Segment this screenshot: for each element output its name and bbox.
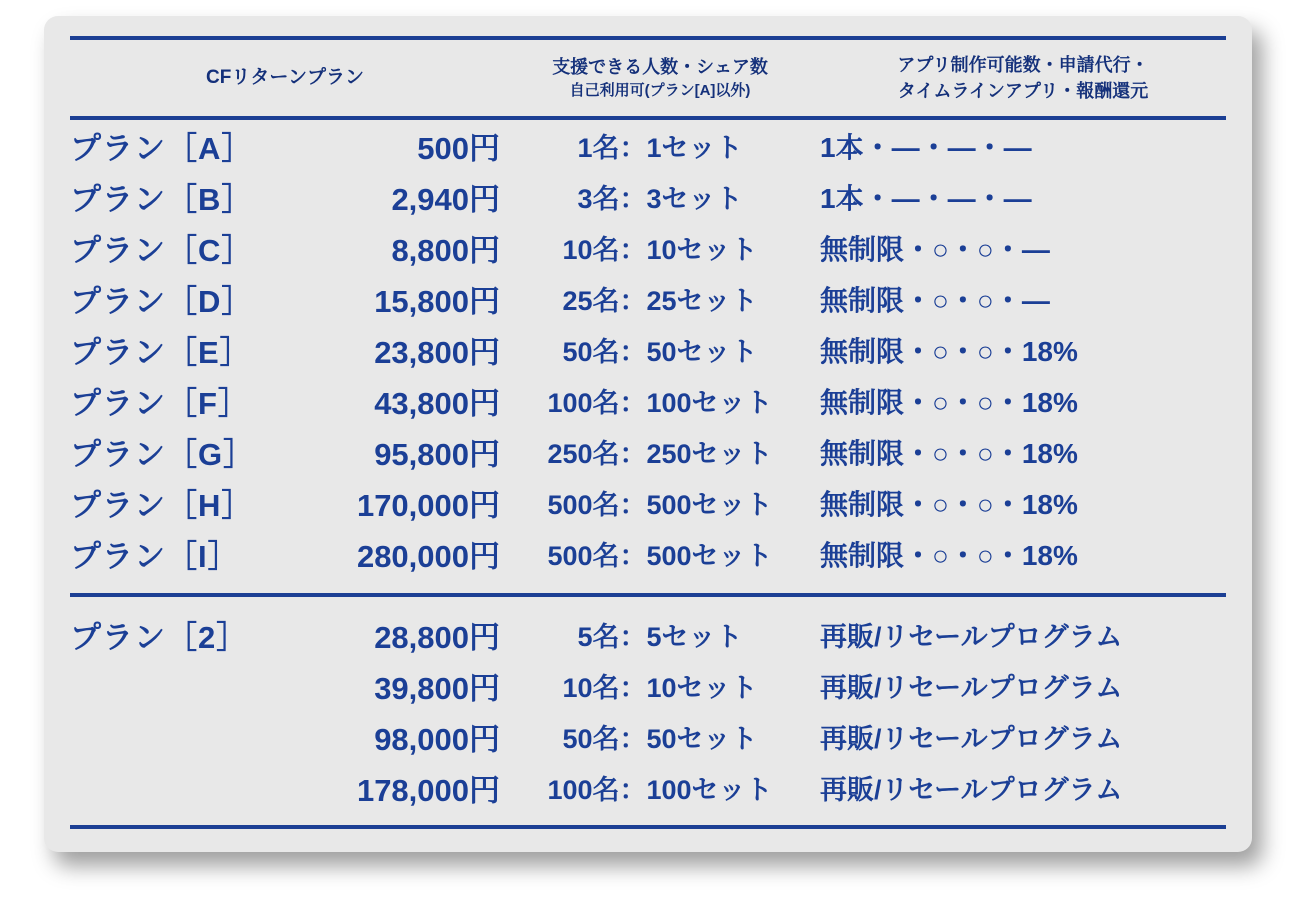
row-price: 28,800円 [374, 620, 501, 656]
row-plan-name: プラン［2］ [70, 620, 249, 656]
row-plan-name: プラン［F］ [70, 386, 250, 422]
section-divider [70, 579, 1226, 595]
row-features: 無制限・○・○・18% [820, 437, 1078, 469]
row-people: 1名：1セット [577, 133, 743, 164]
row-features: 無制限・○・○・18% [820, 386, 1078, 418]
row-people: 25名：25セット [562, 286, 758, 317]
header-cell-features [820, 38, 1226, 118]
row-features: 無制限・○・○・— [820, 233, 1050, 265]
table-row [70, 477, 1226, 528]
table-row [70, 528, 1226, 579]
bottom-spacer [70, 813, 1226, 827]
table-row [70, 426, 1226, 477]
bottom-divider [70, 827, 1226, 837]
table-row [70, 324, 1226, 375]
row-people: 500名：500セット [547, 490, 773, 521]
row-features: 無制限・○・○・18% [820, 335, 1078, 367]
header-plan-label: CFリターンプラン [206, 67, 364, 89]
row-price: 280,000円 [356, 539, 501, 575]
pricing-table [70, 36, 1226, 837]
pricing-table-wrapper [70, 36, 1226, 837]
row-price: 2,940円 [391, 182, 501, 218]
table-row [70, 375, 1226, 426]
table-row [70, 711, 1226, 762]
row-price: 170,000円 [356, 488, 501, 524]
row-plan-name [70, 762, 288, 813]
row-people: 10名：10セット [562, 235, 758, 266]
row-people: 3名：3セット [577, 184, 743, 215]
header-features-line2: タイムラインアプリ・報酬還元 [897, 81, 1149, 102]
table-row [70, 762, 1226, 813]
row-plan-name: プラン［I］ [70, 539, 240, 575]
row-people: 50名：50セット [562, 337, 758, 368]
row-price: 8,800円 [391, 233, 501, 269]
row-features: 再販/リセールプログラム [820, 775, 1123, 806]
section-spacer [70, 595, 1226, 609]
row-price: 23,800円 [374, 335, 501, 371]
row-price: 98,000円 [374, 722, 501, 758]
row-people: 100名：100セット [547, 775, 773, 806]
table-row [70, 273, 1226, 324]
table-row [70, 609, 1226, 660]
row-features: 無制限・○・○・18% [820, 539, 1078, 571]
header-people-line1: 支援できる人数・シェア数 [552, 57, 768, 78]
header-cell-plan [70, 38, 500, 118]
row-people: 10名：10セット [562, 673, 758, 704]
row-people: 500名：500セット [547, 541, 773, 572]
row-features: 1本・—・—・— [820, 182, 1032, 214]
row-plan-name [70, 660, 288, 711]
row-plan-name: プラン［H］ [70, 488, 254, 524]
row-plan-name: プラン［E］ [70, 335, 252, 371]
row-plan-name: プラン［B］ [70, 182, 254, 218]
row-plan-name [70, 711, 288, 762]
row-plan-name: プラン［D］ [70, 284, 254, 320]
table-row [70, 118, 1226, 171]
table-header-row [70, 38, 1226, 118]
row-price: 39,800円 [374, 671, 501, 707]
row-people: 5名：5セット [577, 622, 743, 653]
row-price: 500円 [417, 131, 501, 167]
row-features: 無制限・○・○・— [820, 284, 1050, 316]
row-features: 再販/リセールプログラム [820, 673, 1123, 704]
row-people: 50名：50セット [562, 724, 758, 755]
row-people: 100名：100セット [547, 388, 773, 419]
table-row [70, 171, 1226, 222]
row-features: 再販/リセールプログラム [820, 724, 1123, 755]
row-people: 250名：250セット [547, 439, 773, 470]
row-plan-name: プラン［C］ [70, 233, 254, 269]
row-price: 95,800円 [374, 437, 501, 473]
pricing-card [44, 16, 1252, 852]
header-people-line2: 自己利用可(プラン[A]以外) [569, 82, 751, 100]
row-plan-name: プラン［G］ [70, 437, 256, 473]
header-cell-people [500, 38, 820, 118]
header-features-line1: アプリ制作可能数・申請代行・ [897, 55, 1149, 75]
row-plan-name: プラン［A］ [70, 131, 254, 167]
row-price: 178,000円 [356, 773, 501, 809]
row-features: 無制限・○・○・18% [820, 488, 1078, 520]
table-row [70, 660, 1226, 711]
row-price: 43,800円 [374, 386, 501, 422]
row-price: 15,800円 [374, 284, 501, 320]
table-row [70, 222, 1226, 273]
row-features: 1本・—・—・— [820, 131, 1032, 163]
row-features: 再販/リセールプログラム [820, 622, 1123, 653]
